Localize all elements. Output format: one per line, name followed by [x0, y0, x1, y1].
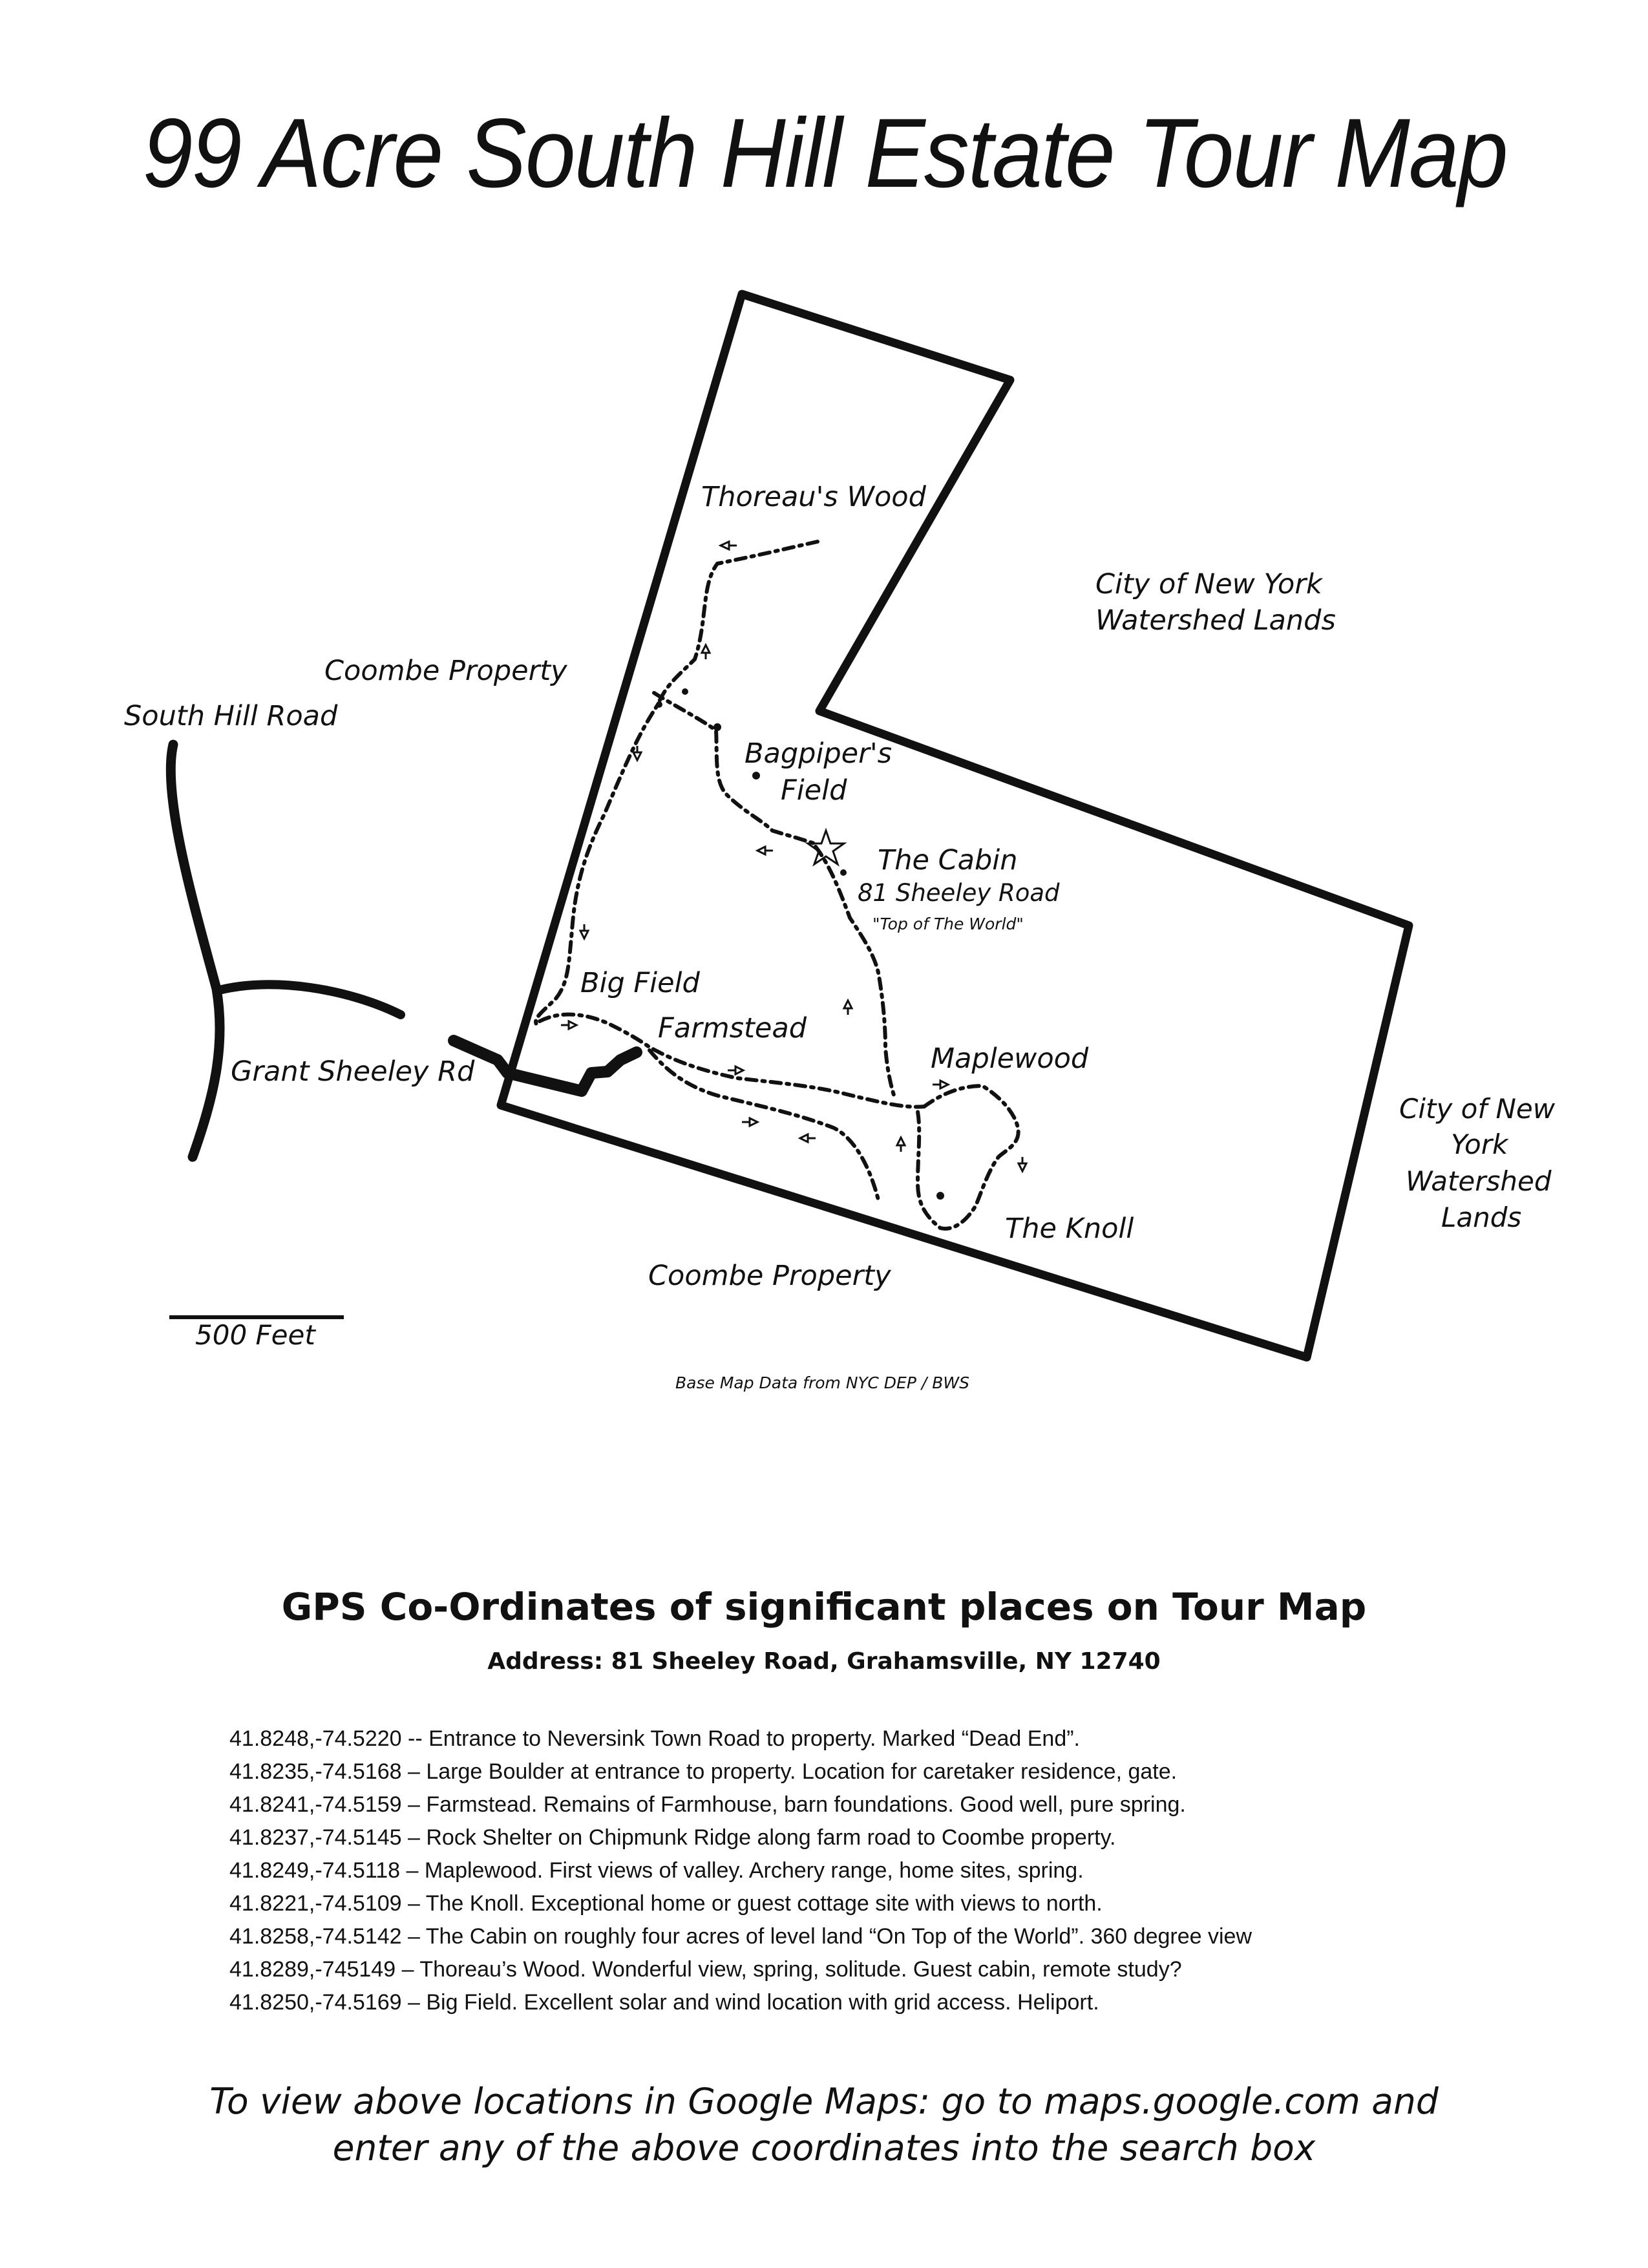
- label-source: Base Map Data from NYC DEP / BWS: [675, 1373, 969, 1392]
- label-the-knoll: The Knoll: [1005, 1213, 1134, 1245]
- label-coombe-south: Coombe Property: [648, 1260, 891, 1292]
- label-cabin-address: 81 Sheeley Road: [858, 879, 1060, 907]
- label-farmstead: Farmstead: [658, 1012, 807, 1044]
- gps-heading: GPS Co-Ordinates of significant places on Tour Map: [281, 1585, 1367, 1629]
- label-big-field: Big Field: [580, 967, 700, 999]
- label-maplewood: Maplewood: [931, 1043, 1089, 1075]
- gps-entry: 41.8248,-74.5220 -- Entrance to Neversink Town Road to property. Marked “Dead End”.: [229, 1726, 1081, 1751]
- footer-line-1: To view above locations in Google Maps: go to maps.google.com and: [209, 2081, 1439, 2122]
- label-city-ny-east-3: Watershed: [1406, 1165, 1552, 1197]
- gps-entry: 41.8241,-74.5159 – Farmstead. Remains of Farmhouse, barn foundations. Good well, pure spring.: [229, 1792, 1186, 1817]
- label-thoreaus-wood: Thoreau's Wood: [701, 481, 926, 513]
- gps-entry: 41.8249,-74.5118 – Maplewood. First views of valley. Archery range, home sites, spring.: [229, 1858, 1084, 1883]
- property-boundary: [501, 294, 1409, 1357]
- label-city-ny-east-1: City of New: [1399, 1093, 1556, 1125]
- footer-line-2: enter any of the above coordinates into the search box: [332, 2127, 1316, 2168]
- gps-entry: 41.8289,-745149 – Thoreau’s Wood. Wonderful view, spring, solitude. Guest cabin, remote study?: [229, 1957, 1182, 1982]
- label-coombe-north: Coombe Property: [324, 655, 567, 687]
- label-city-ny-east-4: Lands: [1441, 1202, 1522, 1233]
- grant-sheeley-road: [217, 984, 401, 1015]
- label-bagpipers-1: Bagpiper's: [745, 737, 893, 770]
- label-cabin-note: "Top of The World": [872, 915, 1024, 933]
- gps-list: [229, 1722, 1522, 2019]
- gps-entry: 41.8258,-74.5142 – The Cabin on roughly four acres of level land “On Top of the World”. 360 degree view: [229, 1924, 1252, 1949]
- label-the-cabin: The Cabin: [878, 844, 1018, 876]
- label-scale: 500 Feet: [195, 1319, 315, 1351]
- label-city-ny-north-1: City of New York: [1095, 568, 1322, 600]
- label-city-ny-north-2: Watershed Lands: [1095, 604, 1336, 637]
- label-bagpipers-2: Field: [781, 774, 847, 807]
- south-hill-road: [171, 745, 220, 1157]
- label-south-hill-road: South Hill Road: [124, 700, 338, 732]
- label-city-ny-east-2: York: [1451, 1129, 1508, 1160]
- label-grant-sheeley: Grant Sheeley Rd: [231, 1055, 475, 1088]
- gps-entry: 41.8235,-74.5168 – Large Boulder at entrance to property. Location for caretaker residence, gate.: [229, 1759, 1178, 1784]
- access-road: [454, 1041, 637, 1091]
- gps-entry: 41.8250,-74.5169 – Big Field. Excellent solar and wind location with grid access. Heliport.: [229, 1990, 1099, 2015]
- gps-entry: 41.8221,-74.5109 – The Knoll. Exceptional home or guest cottage site with views to north.: [229, 1891, 1103, 1916]
- gps-entry: 41.8237,-74.5145 – Rock Shelter on Chipmunk Ridge along farm road to Coombe property.: [229, 1825, 1116, 1850]
- page-title: 99 Acre South Hill Estate Tour Map: [142, 98, 1507, 208]
- gps-address: Address: 81 Sheeley Road, Grahamsville, NY 12740: [487, 1648, 1161, 1675]
- footer-note: [0, 2078, 1648, 2171]
